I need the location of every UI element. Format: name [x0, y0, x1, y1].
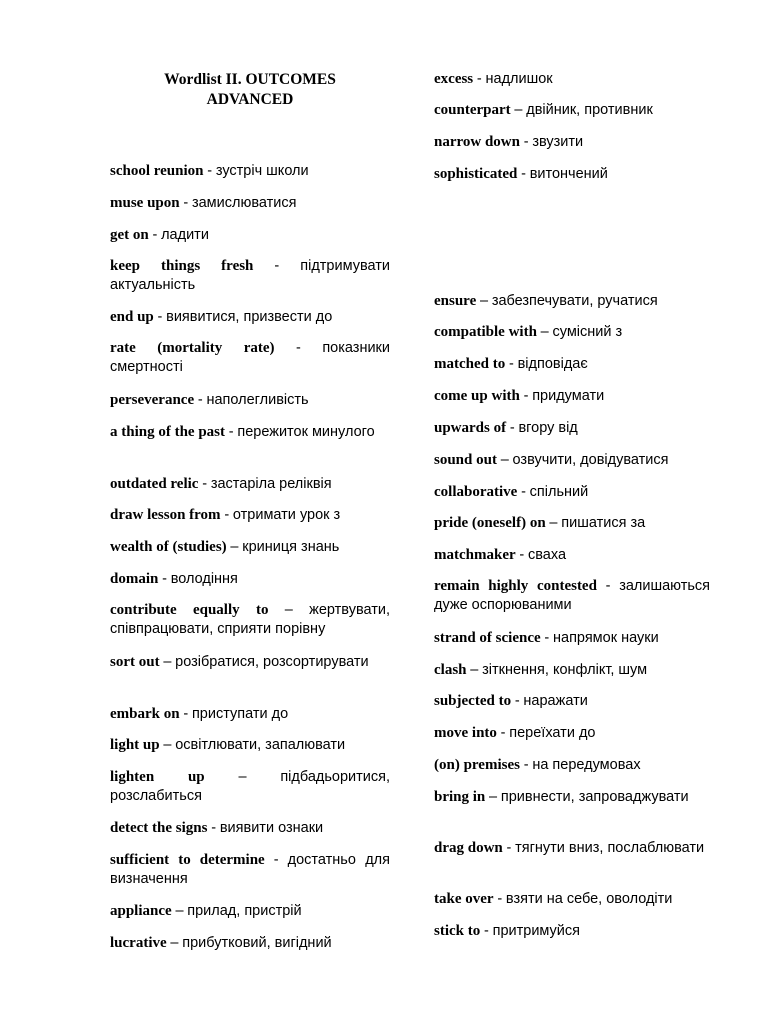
wordlist-entry [434, 756, 710, 775]
entry-translation: сумісний з [552, 324, 623, 340]
entry-term: subjected to [434, 693, 512, 709]
wordlist-entry [434, 355, 710, 374]
entry-term: come up with [434, 388, 520, 404]
entry-translation: витончений [529, 166, 608, 182]
entry-translation: зустріч школи [215, 163, 309, 179]
wordlist-entry [434, 514, 710, 533]
entry-translation: показники смертності [110, 340, 390, 375]
wordlist-entry [110, 194, 390, 213]
entry-separator: - [605, 578, 611, 594]
entry-term: matched to [434, 356, 506, 372]
entry-term: rate (mortality rate) [110, 340, 275, 356]
entry-translation: зіткнення, конфлікт, шум [482, 662, 648, 678]
entry-translation: розібратися, розсортирувати [175, 654, 369, 670]
entry-translation: освітлювати, запалювати [175, 737, 346, 753]
entry-translation: спільний [529, 484, 589, 500]
entry-term: sophisticated [434, 166, 518, 182]
entry-term: domain [110, 571, 159, 587]
entry-separator: - [224, 507, 230, 523]
entry-term: light up [110, 737, 160, 753]
entry-translation: забезпечувати, ручатися [491, 293, 658, 309]
entry-separator: - [228, 424, 234, 440]
entry-translation: відповідає [517, 356, 588, 372]
entry-translation: сваха [528, 547, 567, 563]
wordlist-entry [434, 788, 710, 807]
entry-translation: двійник, противник [526, 102, 653, 118]
entry-translation: замислюватися [191, 195, 297, 211]
entry-separator: – [284, 602, 293, 618]
entry-term: remain highly contested [434, 578, 597, 594]
wordlist-entry [110, 475, 390, 494]
wordlist-entry [110, 506, 390, 525]
entry-separator: - [519, 547, 525, 563]
entry-translation: криниця знань [242, 539, 340, 555]
entry-term: bring in [434, 789, 486, 805]
entry-translation: виявити ознаки [219, 820, 324, 836]
entry-separator: – [238, 769, 247, 785]
wordlist-entry [434, 922, 710, 941]
entry-separator: - [211, 820, 217, 836]
wordlist-entry [110, 851, 390, 889]
wordlist-entry [434, 101, 710, 120]
wordlist-entry [110, 391, 390, 410]
document-title [110, 70, 390, 110]
title-line-1: Wordlist II. OUTCOMES [164, 71, 336, 88]
entry-separator: – [230, 539, 239, 555]
entry-term: outdated relic [110, 476, 199, 492]
entry-separator: – [489, 789, 498, 805]
entry-separator: - [500, 725, 506, 741]
entry-separator: - [476, 71, 482, 87]
entry-translation: озвучити, довідуватися [512, 452, 669, 468]
entry-separator: – [175, 903, 184, 919]
entry-translation: володіння [170, 571, 238, 587]
wordlist-entry [110, 339, 390, 377]
wordlist-entry [110, 736, 390, 755]
entry-term: collaborative [434, 484, 518, 500]
entry-translation: ладити [161, 227, 209, 243]
wordlist-entry [434, 387, 710, 406]
entry-separator: – [514, 102, 523, 118]
entry-term: lucrative [110, 935, 167, 951]
entry-term: matchmaker [434, 547, 516, 563]
wordlist-entry [434, 890, 710, 909]
entry-separator: - [514, 693, 520, 709]
entry-translation: привнести, запроваджувати [500, 789, 689, 805]
wordlist-entry [434, 451, 710, 470]
wordlist-entry [110, 705, 390, 724]
entry-separator: - [506, 840, 512, 856]
entry-separator: - [202, 476, 208, 492]
entry-term: perseverance [110, 392, 195, 408]
entry-translation: звузити [532, 134, 584, 150]
entry-term: embark on [110, 706, 180, 722]
entry-separator: - [183, 195, 189, 211]
entry-translation: жертвувати, співпрацювати, сприяти порівну [110, 602, 390, 637]
wordlist-entry [110, 768, 390, 806]
entry-term: wealth of (studies) [110, 539, 227, 555]
wordlist-entry [434, 419, 710, 438]
entry-separator: – [470, 662, 479, 678]
entry-translation: пережиток минулого [237, 424, 375, 440]
wordlist-entry [434, 839, 710, 858]
wordlist-entry [434, 323, 710, 342]
entry-translation: напрямок науки [553, 630, 659, 646]
entry-translation: переїхати до [509, 725, 596, 741]
wordlist-entry [110, 653, 390, 672]
wordlist-entry [110, 226, 390, 245]
entry-translation: достатньо для визначення [110, 852, 390, 887]
wordlist-entry [434, 546, 710, 565]
entry-term: compatible with [434, 324, 537, 340]
entry-separator: – [479, 293, 489, 309]
entry-term: keep things fresh [110, 258, 254, 274]
entry-term: stick to [434, 923, 481, 939]
wordlist-entry [434, 661, 710, 680]
entry-term: appliance [110, 903, 172, 919]
entry-translation: вгору від [518, 420, 578, 436]
entry-translation: притримуйся [492, 923, 580, 939]
entry-translation: застаріла реліквія [210, 476, 332, 492]
wordlist-entry [110, 601, 390, 639]
entry-separator: - [197, 392, 203, 408]
entry-term: take over [434, 891, 494, 907]
entry-translation: взяти на себе, оволодіти [505, 891, 673, 907]
entry-separator: - [509, 356, 514, 372]
entry-term: pride (oneself) on [434, 515, 546, 531]
entry-translation: наполегливість [206, 392, 309, 408]
entry-term: sound out [434, 452, 497, 468]
wordlist-entry [110, 257, 390, 295]
entry-translation: прибутковий, вигідний [182, 935, 332, 951]
entry-separator: - [296, 340, 301, 356]
wordlist-entry [110, 570, 390, 589]
entry-separator: – [540, 324, 549, 340]
entry-translation: підбадьоритися, розслабиться [110, 769, 391, 804]
entry-separator: – [170, 935, 179, 951]
entry-separator: - [157, 309, 163, 325]
entry-translation: приступати до [191, 706, 289, 722]
wordlist-entry [434, 70, 710, 89]
entry-translation: тягнути вниз, послаблювати [515, 840, 705, 856]
entry-term: lighten up [110, 769, 205, 785]
entry-separator: – [163, 737, 172, 753]
entry-translation: пишатися за [561, 515, 646, 531]
entry-separator: - [207, 163, 213, 179]
wordlist-entry [434, 165, 710, 184]
wordlist-entry [110, 308, 390, 327]
wordlist-entry [110, 819, 390, 838]
entry-term: (on) premises [434, 757, 520, 773]
title-line-2: ADVANCED [206, 91, 294, 108]
entry-term: move into [434, 725, 497, 741]
entry-separator: - [273, 852, 279, 868]
wordlist-entry [110, 902, 390, 921]
entry-separator: - [523, 388, 529, 404]
entry-separator: - [509, 420, 515, 436]
entry-separator: – [163, 654, 172, 670]
wordlist-entry [110, 423, 390, 442]
entry-separator: - [152, 227, 158, 243]
entry-translation: залишаються дуже оспорюваними [434, 578, 711, 613]
wordlist-entry [434, 724, 710, 743]
entry-separator: - [484, 923, 489, 939]
entry-separator: - [183, 706, 189, 722]
entry-term: narrow down [434, 134, 520, 150]
entry-term: draw lesson from [110, 507, 221, 523]
entry-separator: - [523, 134, 529, 150]
entry-translation: придумати [532, 388, 605, 404]
entry-translation: підтримувати актуальність [110, 258, 390, 293]
entry-term: drag down [434, 840, 503, 856]
wordlist-entry [434, 692, 710, 711]
wordlist-entry [434, 577, 710, 615]
entry-separator: - [162, 571, 167, 587]
entry-term: contribute equally to [110, 602, 269, 618]
entry-separator: - [523, 757, 529, 773]
entry-term: muse upon [110, 195, 180, 211]
entry-translation: прилад, пристрій [187, 903, 302, 919]
entry-term: excess [434, 71, 474, 87]
entry-term: detect the signs [110, 820, 208, 836]
entry-term: get on [110, 227, 149, 243]
entry-term: strand of science [434, 630, 541, 646]
entry-term: a thing of the past [110, 424, 226, 440]
entry-term: counterpart [434, 102, 511, 118]
wordlist-entry [434, 629, 710, 648]
entry-separator: – [500, 452, 509, 468]
entry-term: upwards of [434, 420, 507, 436]
wordlist-entry [434, 133, 710, 152]
entry-separator: - [274, 258, 280, 274]
entry-separator: - [544, 630, 550, 646]
wordlist-entry [110, 538, 390, 557]
entry-separator: - [497, 891, 503, 907]
entry-translation: надлишок [485, 71, 553, 87]
entry-translation: на передумовах [532, 757, 641, 773]
entry-separator: - [521, 166, 526, 182]
entry-term: sufficient to determine [110, 852, 265, 868]
entry-separator: - [521, 484, 526, 500]
wordlist-entry [110, 162, 390, 181]
entry-translation: виявитися, призвести до [166, 309, 333, 325]
wordlist-entry [434, 292, 710, 311]
entry-term: end up [110, 309, 154, 325]
entry-term: clash [434, 662, 467, 678]
wordlist-entry [110, 934, 390, 953]
entry-term: school reunion [110, 163, 204, 179]
wordlist-entry [434, 483, 710, 502]
entry-translation: наражати [523, 693, 588, 709]
entry-term: ensure [434, 293, 477, 309]
entry-translation: отримати урок з [232, 507, 341, 523]
entry-term: sort out [110, 654, 160, 670]
entry-separator: – [549, 515, 558, 531]
